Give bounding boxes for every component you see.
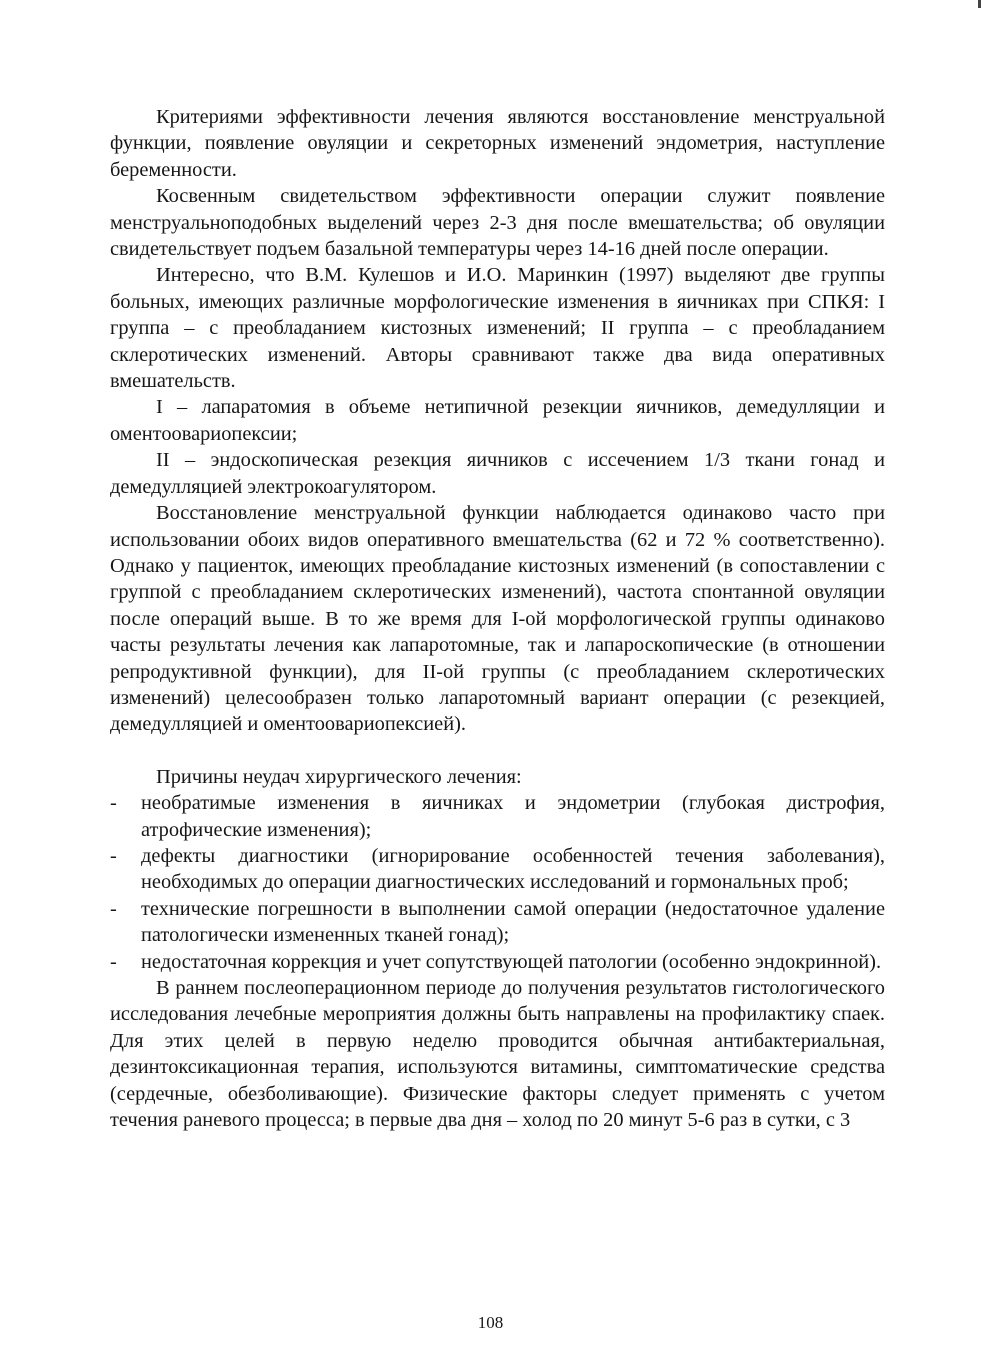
list-item: - технические погрешности в выполнении самой операции (недостаточное удаление патологически измененных тканей гонад); xyxy=(110,896,885,949)
paragraph-kuleshov-marinkin: Интересно, что В.М. Кулешов и И.О. Маринкин (1997) выделяют две группы больных, имеющих различные морфологические изменения в яичниках при СПКЯ: I группа – с преобладанием кистозных изменений; II группа – с преобладанием склеротических изменений. Авторы сравнивают также два вида оперативных вмешательств. xyxy=(110,264,885,393)
page-body xyxy=(110,104,885,1133)
section-gap xyxy=(110,738,885,764)
page-number: 108 xyxy=(477,1313,504,1332)
list-item: - необратимые изменения в яичниках и эндометрии (глубокая дистрофия, атрофические изменения); xyxy=(110,790,885,843)
paragraph-method-two: II – эндоскопическая резекция яичников с иссечением 1/3 ткани гонад и демедулляцией электрокоагулятором. xyxy=(110,449,885,498)
paragraph-method-one: I – лапаратомия в объеме нетипичной резекции яичников, демедулляции и оментоовариопексии; xyxy=(110,396,885,445)
list-item: - дефекты диагностики (игнорирование особенностей течения заболевания), необходимых до операции диагностических исследований и гормональных проб; xyxy=(110,843,885,896)
paragraph-indirect-evidence: Косвенным свидетельством эффективности операции служит появление менструальноподобных выделений через 2-3 дня после вмешательства; об овуляции свидетельствует подъем базальной температуры через 14-16 дней после операции. xyxy=(110,185,885,261)
paragraph-postoperative: В раннем послеоперационном периоде до получения результатов гистологического исследования лечебные мероприятия должны быть направлены на профилактику спаек. Для этих целей в первую неделю проводится обычная антибактериальная, дезинтоксикационная терапия, используются витамины, симптоматические средства (сердечные, обезболивающие). Физические факторы следует применять с учетом течения раневого процесса; в первые два дня – холод по 20 минут 5-6 раз в сутки, с 3 xyxy=(110,977,885,1132)
paragraph-criteria: Критериями эффективности лечения являются восстановление менструальной функции, появление овуляции и секреторных изменений эндометрия, наступление беременности. xyxy=(110,106,885,181)
paragraph-restoration: Восстановление менструальной функции наблюдается одинаково часто при использовании обоих видов оперативного вмешательства (62 и 72 % соответственно). Однако у пациенток, имеющих преобладание кистозных изменений (в сопоставлении с группой с преобладанием склеротических изменений), частота спонтанной овуляции после операций выше. В то же время для I-ой морфологической группы одинаково часты результаты лечения как лапаротомные, так и лапароскопические (в отношении репродуктивной функции), для II-ой группы (с преобладанием склеротических изменений) целесообразен только лапаротомный вариант операции (с резекцией, демедулляцией и оментоовариопексией). xyxy=(110,502,885,736)
list-item: - недостаточная коррекция и учет сопутствующей патологии (особенно эндокринной). xyxy=(110,949,885,975)
failures-heading: Причины неудач хирургического лечения: xyxy=(156,765,522,788)
failures-list xyxy=(110,790,885,975)
